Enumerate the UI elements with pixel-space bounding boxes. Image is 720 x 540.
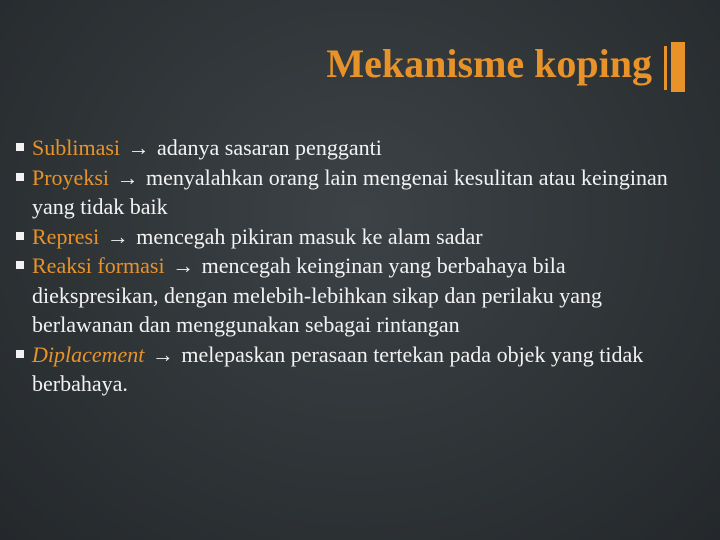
- slide-title: Mekanisme koping: [326, 41, 652, 86]
- bullet-text: mencegah pikiran masuk ke alam sadar: [136, 223, 483, 249]
- right-arrow-icon: →: [172, 253, 195, 278]
- bullet-term: Proyeksi: [32, 164, 109, 190]
- square-bullet-icon: [16, 261, 24, 269]
- square-bullet-icon: [16, 143, 24, 151]
- square-bullet-icon: [16, 173, 24, 181]
- title-accent-bar-thin: [664, 46, 667, 90]
- square-bullet-icon: [16, 232, 24, 240]
- bullet-item-proyeksi: [16, 163, 696, 222]
- right-arrow-icon: →: [116, 164, 139, 190]
- bullet-text: adanya sasaran pengganti: [157, 135, 382, 160]
- bullet-item-diplacement: [16, 340, 696, 399]
- square-bullet-icon: [16, 350, 24, 358]
- bullet-item-represi: [16, 222, 696, 252]
- bullet-item-sublimasi: [16, 133, 696, 163]
- bullet-text: mencegah keinginan yang berbahaya bila diekspresikan, dengan melebih-lebihkan sikap dan perilaku yang berlawanan dan menggunakan sebagai rintangan: [32, 253, 602, 337]
- right-arrow-icon: →: [106, 223, 129, 249]
- bullet-text: melepaskan perasaan tertekan pada objek yang tidak berbahaya.: [32, 341, 644, 396]
- bullet-term: Diplacement: [32, 341, 145, 367]
- right-arrow-icon: →: [127, 135, 150, 160]
- bullet-term: Sublimasi: [32, 135, 121, 160]
- bullet-list: [16, 133, 696, 399]
- bullet-term: Reaksi formasi: [32, 253, 165, 278]
- bullet-item-reaksi-formasi: [16, 251, 696, 340]
- bullet-term: Represi: [32, 223, 100, 249]
- bullet-text: menyalahkan orang lain mengenai kesulitan atau keinginan yang tidak baik: [32, 164, 668, 219]
- right-arrow-icon: →: [151, 341, 174, 367]
- title-accent-bar-thick: [671, 42, 685, 92]
